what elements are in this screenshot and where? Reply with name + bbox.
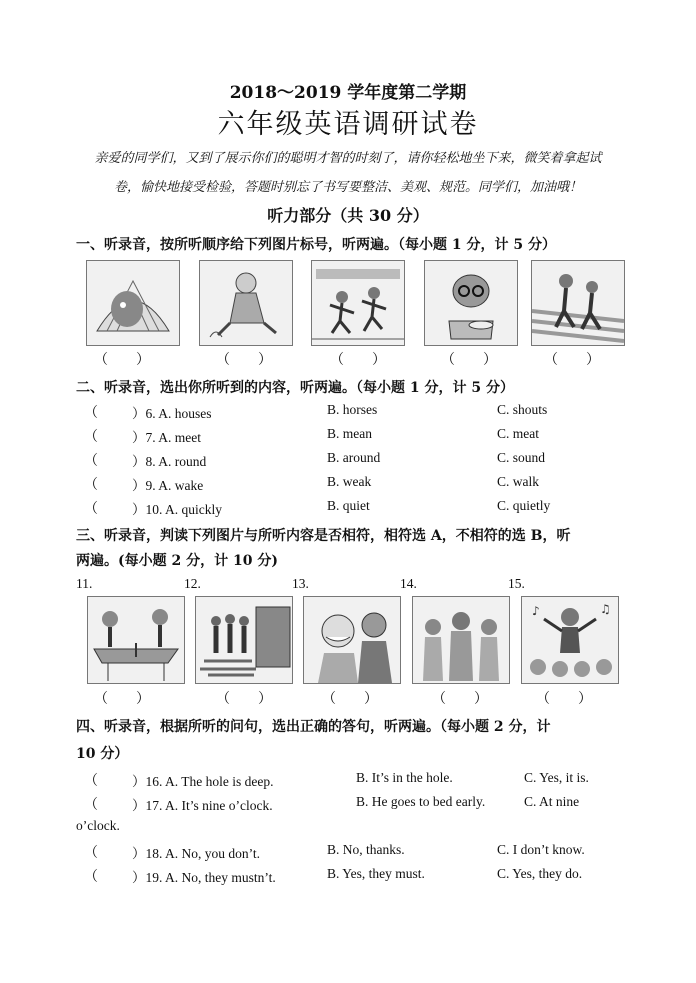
svg-text:♪: ♪ — [532, 604, 540, 618]
q16-option-a[interactable]: ）16. A. The hole is deep. — [132, 774, 274, 789]
section-3-heading-line2: 两遍。(每小题 2 分，计 10 分) — [76, 553, 278, 569]
picture-dog-net — [86, 260, 180, 346]
item-number-14: 14. — [400, 576, 417, 591]
q19-option-b[interactable]: B. Yes, they must. — [327, 866, 425, 881]
q17-option-b[interactable]: B. He goes to bed early. — [356, 794, 486, 809]
q10-option-a[interactable]: ）10. A. quickly — [132, 502, 222, 517]
picture-kids-crosswalk-bus — [195, 596, 293, 684]
q10-paren: （ — [84, 501, 98, 517]
q7-option-b[interactable]: B. mean — [327, 426, 372, 441]
q7-option-a[interactable]: ）7. A. meet — [132, 430, 201, 445]
intro-line-1: 亲爱的同学们，又到了展示你们的聪明才智的时刻了，请你轻松地坐下来，微笑着拿起试 — [94, 151, 602, 166]
q19-option-a[interactable]: ）19. A. No, they mustn’t. — [132, 870, 276, 885]
picture-woman-eating — [424, 260, 518, 346]
crosswalk-bus-illustration — [196, 597, 292, 683]
crossing-illustration — [532, 261, 624, 345]
q8-option-b[interactable]: B. around — [327, 450, 381, 465]
q17-paren: （ — [84, 797, 98, 813]
q18-option-c[interactable]: C. I don’t know. — [497, 842, 585, 857]
exam-title: 六年级英语调研试卷 — [217, 109, 479, 140]
race-illustration — [312, 261, 404, 345]
picture-sick-boy — [303, 596, 401, 684]
picture-running-race — [311, 260, 405, 346]
q6-option-c[interactable]: C. shouts — [497, 402, 548, 417]
answer-blank-5[interactable]: （ ） — [544, 352, 600, 368]
q19-option-c[interactable]: C. Yes, they do. — [497, 866, 583, 881]
item-number-13: 13. — [292, 576, 309, 591]
listening-part-title: 听力部分（共 30 分） — [267, 206, 429, 225]
q6-option-b[interactable]: B. horses — [327, 402, 378, 417]
picture-girl-hurt — [199, 260, 293, 346]
dog-net-illustration — [87, 261, 179, 345]
q19-paren: （ — [84, 869, 98, 885]
q17-option-c[interactable]: C. At nine — [524, 794, 580, 809]
q9-option-a[interactable]: ）9. A. wake — [132, 478, 204, 493]
section-3-heading-line1: 三、听录音，判读下列图片与所听内容是否相符，相符选 A，不相符的选 B，听 — [76, 528, 571, 544]
q16-option-c[interactable]: C. Yes, it is. — [524, 770, 589, 785]
exam-year-term: 2018～2019 学年度第二学期 — [229, 83, 467, 103]
q17-option-a[interactable]: ）17. A. It’s nine o’clock. — [132, 798, 273, 813]
q10-option-b[interactable]: B. quiet — [327, 498, 370, 513]
q18-option-b[interactable]: B. No, thanks. — [327, 842, 405, 857]
section-1-heading: 一、听录音，按所听顺序给下列图片标号，听两遍。（每小题 1 分，计 5 分） — [76, 237, 556, 253]
svg-text:♫: ♫ — [600, 602, 611, 616]
q9-option-b[interactable]: B. weak — [327, 474, 372, 489]
q16-option-b[interactable]: B. It’s in the hole. — [356, 770, 453, 785]
q6-option-a[interactable]: ）6. A. houses — [132, 406, 212, 421]
section-4-heading-line2: 10 分） — [76, 746, 129, 762]
q8-option-c[interactable]: C. sound — [497, 450, 546, 465]
q7-paren: （ — [84, 429, 98, 445]
answer-blank-4[interactable]: （ ） — [441, 352, 497, 368]
q7-option-c[interactable]: C. meat — [497, 426, 539, 441]
picture-singing-class — [521, 596, 619, 684]
q16-paren: （ — [84, 773, 98, 789]
q18-option-a[interactable]: ）18. A. No, you don’t. — [132, 846, 261, 861]
picture-ping-pong — [87, 596, 185, 684]
answer-blank-14[interactable]: （ ） — [432, 691, 488, 707]
answer-blank-13[interactable]: （ ） — [322, 691, 378, 707]
answer-blank-11[interactable]: （ ） — [94, 691, 150, 707]
answer-blank-1[interactable]: （ ） — [94, 352, 150, 368]
singing-class-illustration — [522, 597, 618, 683]
q9-paren: （ — [84, 477, 98, 493]
woman-eating-illustration — [425, 261, 517, 345]
q6-paren: （ — [84, 405, 98, 421]
girl-sitting-illustration — [200, 261, 292, 345]
picture-crossing-street — [531, 260, 625, 346]
answer-blank-2[interactable]: （ ） — [216, 352, 272, 368]
q10-option-c[interactable]: C. quietly — [497, 498, 551, 513]
answer-blank-12[interactable]: （ ） — [216, 691, 272, 707]
item-number-12: 12. — [184, 576, 201, 591]
q8-paren: （ — [84, 453, 98, 469]
item-number-11: 11. — [76, 576, 93, 591]
ping-pong-illustration — [88, 597, 184, 683]
section-2-heading: 二、听录音，选出你所听到的内容，听两遍。（每小题 1 分，计 5 分） — [76, 380, 514, 396]
family-illustration — [413, 597, 509, 683]
q8-option-a[interactable]: ）8. A. round — [132, 454, 207, 469]
q17-option-c-wrap: o’clock. — [76, 818, 120, 833]
q9-option-c[interactable]: C. walk — [497, 474, 539, 489]
sick-boy-illustration — [304, 597, 400, 683]
answer-blank-3[interactable]: （ ） — [330, 352, 386, 368]
section-4-heading-line1: 四、听录音，根据所听的问句，选出正确的答句，听两遍。（每小题 2 分，计 — [76, 719, 551, 735]
answer-blank-15[interactable]: （ ） — [536, 691, 592, 707]
q18-paren: （ — [84, 845, 98, 861]
item-number-15: 15. — [508, 576, 525, 591]
intro-line-2: 卷，愉快地接受检验，答题时别忘了书写要整洁、美观、规范。同学们，加油哦！ — [113, 180, 582, 195]
picture-family-talking — [412, 596, 510, 684]
